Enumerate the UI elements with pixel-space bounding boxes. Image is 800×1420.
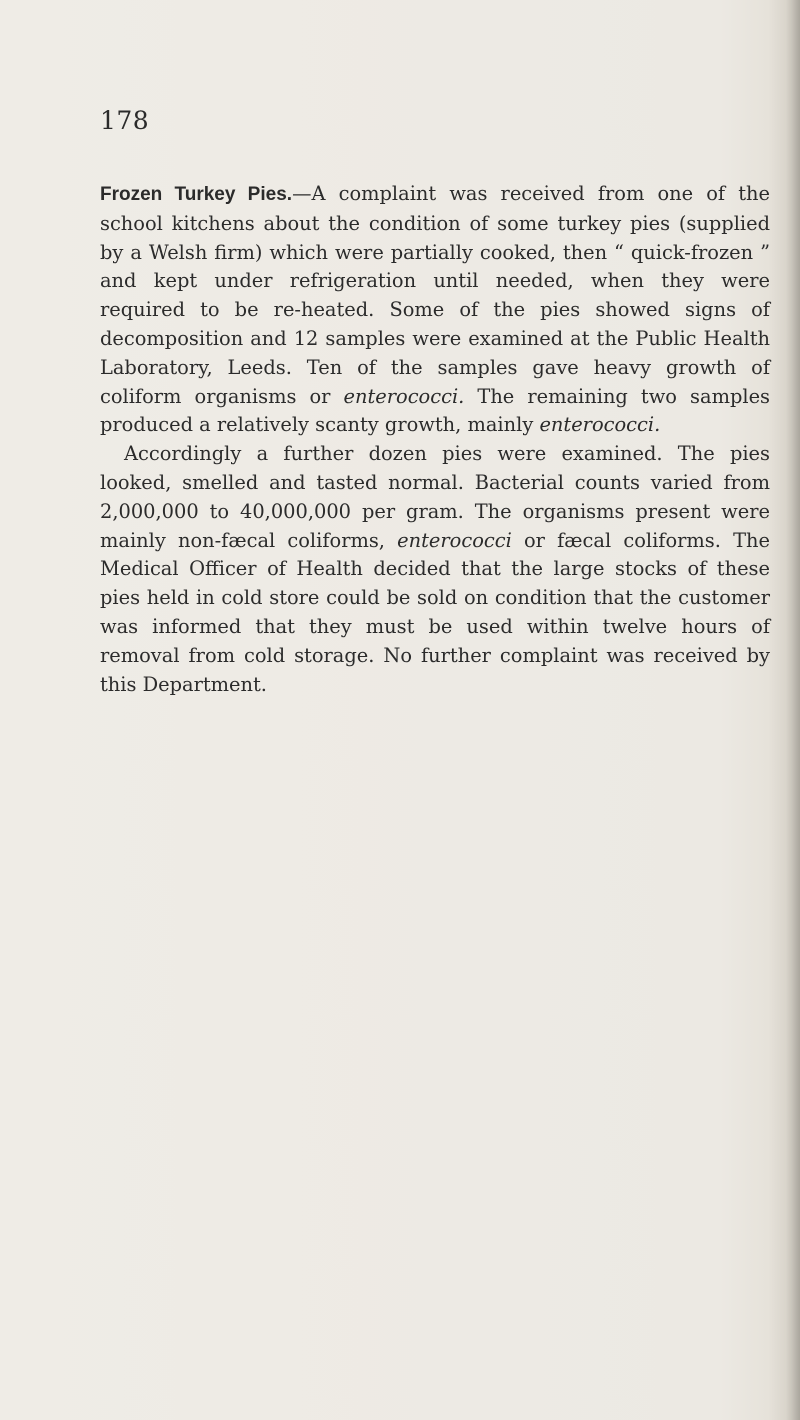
italic-term: enterococci. [539,413,661,437]
paragraph-text: The remaining two samples produced a relatively scanty growth, mainly [100,384,770,437]
page-edge-shadow [786,0,800,1420]
paragraph-frozen-turkey-pies [100,180,770,440]
paragraph-text: or fæcal coliforms. The Medical Officer of Health decided that the large stocks of these pies held in cold store could be sold on condition that the customer was informed that they must be used within twelve hours of removal from cold storage. No further complaint was received by this Department. [100,528,770,696]
section-heading: Frozen Turkey Pies. [100,184,293,205]
italic-term: enterococci [397,528,512,552]
body-text [100,180,770,699]
page-number: 178 [100,106,150,135]
paragraph-further-examination [100,440,770,699]
heading-dash: — [292,182,312,205]
paragraph-text: Accordingly a further dozen pies were examined. The pies looked, smelled and tasted normal. Bacterial counts varied from 2,000,000 to 40,000,000 per gram. The organisms present were mainly non-fæcal coliforms, [100,442,770,552]
paragraph-text: A complaint was received from one of the school kitchens about the condition of some turkey pies (supplied by a Welsh firm) which were partially cooked, then “ quick-frozen ” and kept under refrigeration until needed, when they were required to be re-heated. Some of the pies showed signs of decomposition and 12 samples were examined at the Public Health Laboratory, Leeds. Ten of the samples gave heavy growth of coliform organisms or [100,182,770,408]
italic-term: enterococci. [343,384,465,408]
